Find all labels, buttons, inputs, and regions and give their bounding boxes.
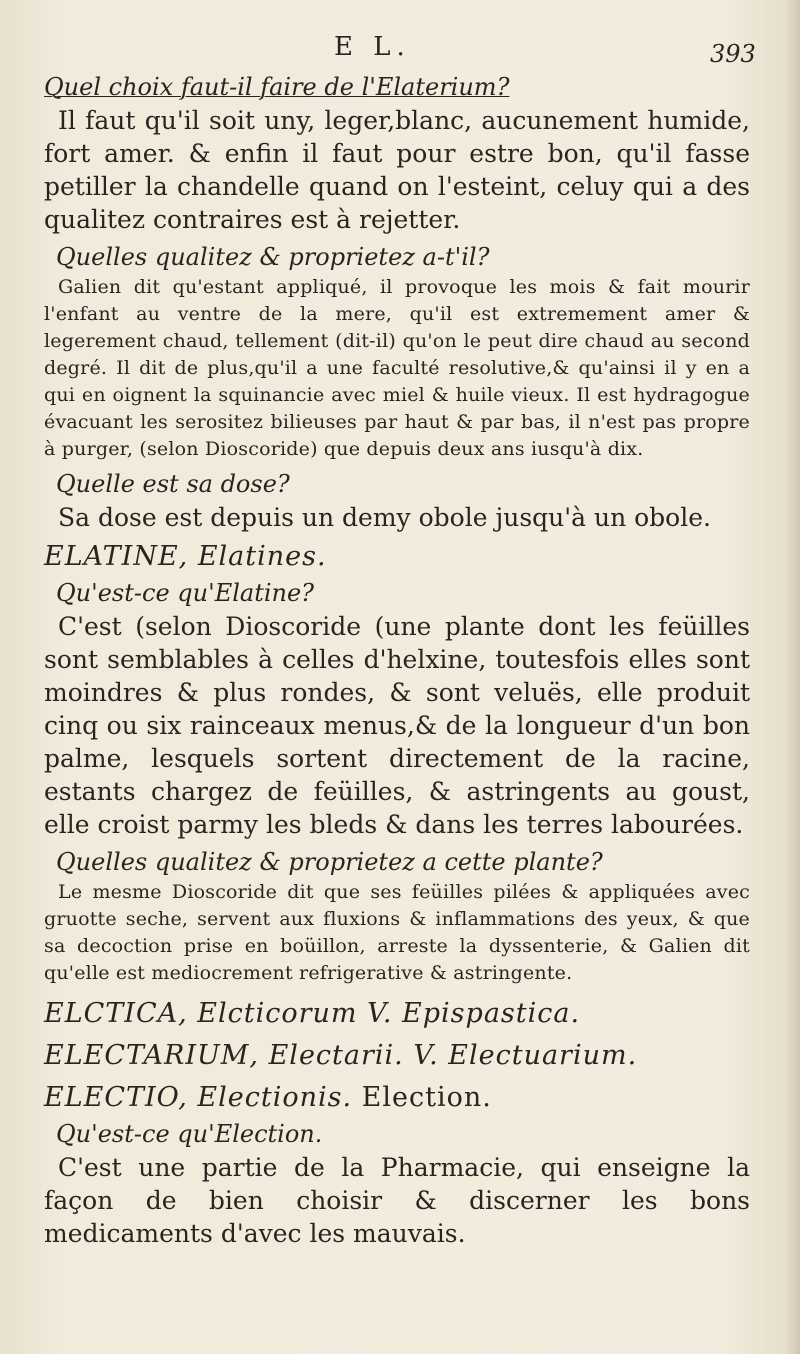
question-heading: Quelles qualitez & proprietez a-t'il? <box>56 243 490 271</box>
entry-heading-latin: ELECTIO, Electionis. <box>44 1082 353 1113</box>
running-head-title: E L. <box>334 32 411 62</box>
paragraph: Sa dose est depuis un demy obole jusqu'à un obole. <box>58 503 711 532</box>
page-number: 393 <box>710 40 756 68</box>
question-heading: Quel choix faut-il faire de l'Elaterium? <box>44 73 510 101</box>
entry-heading: ELATINE, Elatines. <box>44 541 327 572</box>
paragraph: C'est (selon Dioscoride (une plante dont les feüilles sont semblables à celles d'helxine, toutesfois elles sont moindres & plus rondes, & sont veluës, elle produit cinq ou six rainceaux menus,& de la longueur d'un bon palme, lesquels sortent directement de la racine, estants chargez de feüilles, & astringents au goust, elle croist parmy les bleds & dans les terres labourées. <box>44 612 750 839</box>
entry-heading: ELCTICA, Elcticorum V. Epispastica. <box>44 998 581 1029</box>
question-heading: Quelles qualitez & proprietez a cette plante? <box>56 848 603 876</box>
page-edge <box>786 0 800 1354</box>
entry-heading: ELECTARIUM, Electarii. V. Electuarium. <box>44 1040 638 1071</box>
small-paragraph: Galien dit qu'estant appliqué, il provoque les mois & fait mourir l'enfant au ventre de la mere, qu'il est extremement amer & legerement chaud, tellement (dit-il) qu'on le peut dire chaud au second degré. Il dit de plus,qu'il a une faculté resolutive,& qu'ainsi il y en a qui en oignent la squinancie avec miel & huile vieux. Il est hydragogue évacuant les serositez bilieuses par haut & par bas, il n'est pas propre à purger, (selon Dioscoride) que depuis deux ans iusqu'à dix. <box>44 276 750 460</box>
page-content <box>44 70 750 1250</box>
question-heading: Qu'est-ce qu'Election. <box>56 1120 323 1148</box>
paragraph: Il faut qu'il soit uny, leger,blanc, aucunement humide, fort amer. & enfin il faut pour estre bon, qu'il fasse petiller la chandelle quand on l'esteint, celuy qui a des qualitez contraires est à rejetter. <box>44 106 750 234</box>
small-paragraph: Le mesme Dioscoride dit que ses feüilles pilées & appliquées avec gruotte seche, servent aux fluxions & inflammations des yeux, & que sa decoction prise en boüillon, arreste la dyssenterie, & Galien dit qu'elle est mediocrement refrigerative & astringente. <box>44 881 750 984</box>
running-head <box>0 30 800 70</box>
question-heading: Quelle est sa dose? <box>56 470 290 498</box>
question-heading: Qu'est-ce qu'Elatine? <box>56 579 315 607</box>
paragraph: C'est une partie de la Pharmacie, qui enseigne la façon de bien choisir & discerner les bons medicaments d'avec les mauvais. <box>44 1153 750 1248</box>
entry-heading-french: Election. <box>361 1082 492 1113</box>
entry-heading <box>44 1079 750 1117</box>
